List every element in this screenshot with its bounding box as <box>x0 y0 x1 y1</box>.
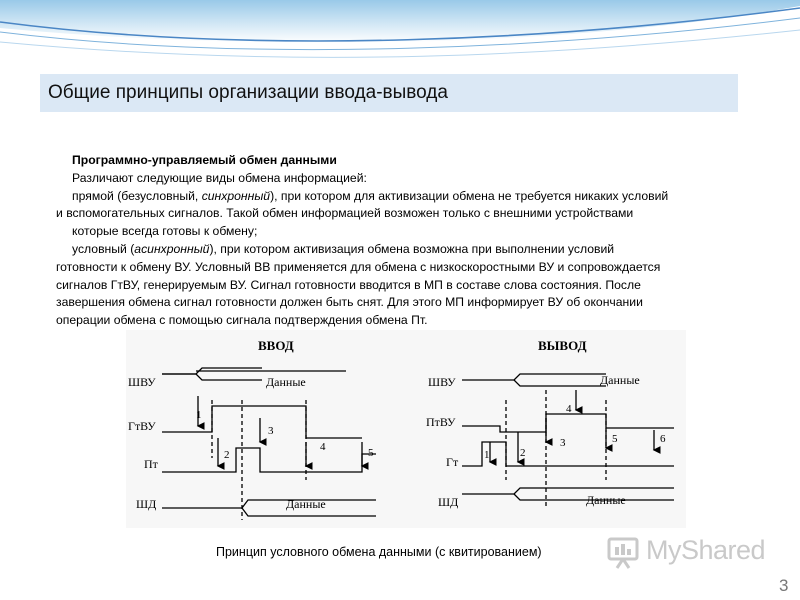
italic-term: асинхронный <box>134 241 210 256</box>
data-label: Данные <box>266 375 306 389</box>
data-label: Данные <box>600 373 640 387</box>
section-heading: Программно-управляемый обмен данными <box>72 153 337 167</box>
timing-diagram-svg <box>126 330 686 528</box>
signal-label: ПтВУ <box>426 415 456 429</box>
slide-title: Общие принципы организации ввода-вывода <box>48 82 448 103</box>
text-line: завершения обмена сигнал готовности должен быть снят. Для этого МП информирует ВУ об окончании <box>56 295 643 310</box>
step-number: 2 <box>520 447 526 459</box>
text-line: готовности к обмену ВУ. Условный ВВ применяется для обмена с низкоскоростными ВУ и сопровождается <box>56 259 661 274</box>
text-line: Различают следующие виды обмена информацией: <box>72 170 367 185</box>
title-bar <box>40 74 738 112</box>
step-number: 3 <box>268 425 274 437</box>
signal-label: ШВУ <box>128 375 156 389</box>
input-title: ВВОД <box>258 338 294 353</box>
step-number: 6 <box>660 433 666 445</box>
output-title: ВЫВОД <box>538 338 587 353</box>
text-span: ), при котором активизация обмена возможна при выполнении условий <box>209 241 615 256</box>
step-number: 1 <box>484 449 490 461</box>
body-text <box>56 152 752 330</box>
text-line: которые всегда готовы к обмену; <box>72 224 258 239</box>
text-span: прямой (безусловный, <box>72 188 202 203</box>
step-number: 3 <box>560 437 566 449</box>
step-number: 5 <box>368 447 374 459</box>
text-line: и вспомогательных сигналов. Такой обмен информацией возможен только с внешними устройствами <box>56 206 634 221</box>
step-number: 4 <box>566 403 572 415</box>
figure-caption: Принцип условного обмена данными (с квитированием) <box>216 545 542 559</box>
data-label: Данные <box>286 497 326 511</box>
text-line: операции обмена с помощью сигнала подтверждения обмена Пт. <box>56 313 428 328</box>
signal-label: Пт <box>144 457 158 471</box>
step-number: 5 <box>612 433 618 445</box>
step-number: 2 <box>224 449 230 461</box>
text-span: ), при котором для активизации обмена не требуется никаких условий <box>270 188 669 203</box>
text-span: условный ( <box>72 241 135 256</box>
myshared-logo <box>606 532 771 572</box>
background-wave <box>0 0 800 80</box>
signal-label: ГтВУ <box>128 419 156 433</box>
italic-term: синхронный <box>201 188 271 203</box>
logo-text: MyShared <box>646 535 766 565</box>
signal-label: ШВУ <box>428 375 456 389</box>
signal-label: ШД <box>136 497 157 511</box>
data-label: Данные <box>586 493 626 507</box>
text-line <box>72 188 752 206</box>
timing-diagram <box>126 330 686 528</box>
signal-label: Гт <box>446 455 459 469</box>
text-line: сигналов ГтВУ, генерируемым ВУ. Сигнал готовности вводится в МП в составе слова состояния. После <box>56 277 641 292</box>
step-number: 4 <box>320 441 326 453</box>
step-number: 1 <box>196 409 202 421</box>
text-line <box>72 241 752 259</box>
page-number: 3 <box>779 576 789 595</box>
presentation-icon <box>606 536 640 570</box>
signal-label: ШД <box>438 495 459 509</box>
